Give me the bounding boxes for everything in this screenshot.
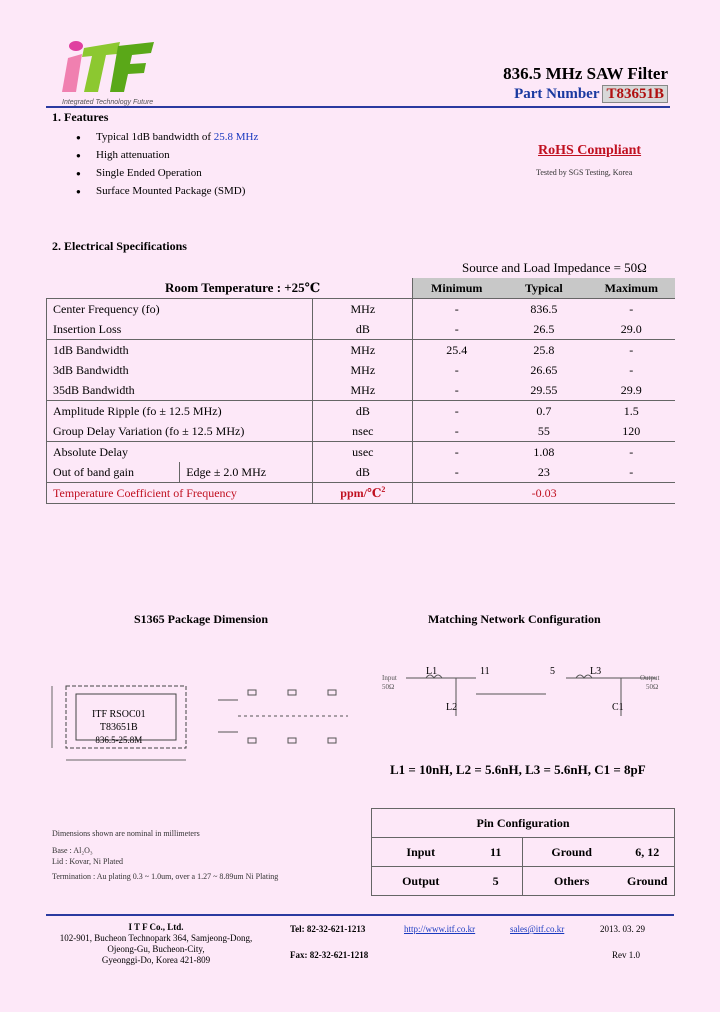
footer-tel: Tel: 82-32-621-1213: [290, 924, 366, 934]
table-row: 35dB Bandwidth MHz - 29.55 29.9: [47, 380, 676, 401]
rohs-tested: Tested by SGS Testing, Korea: [536, 168, 633, 177]
list-item: ● High attenuation: [96, 149, 258, 161]
spec-table: [46, 278, 675, 504]
pin5-label: 5: [550, 666, 555, 677]
package-marking: ITF RSOC01 T83651B 836.5-25.8M: [92, 709, 146, 745]
l1-label: L1: [426, 666, 438, 677]
footer-divider: [46, 914, 674, 916]
table-row: Group Delay Variation (fo ± 12.5 MHz) nsec - 55 120: [47, 421, 676, 442]
itf-logo-mark: [62, 38, 158, 94]
table-row: Insertion Loss dB - 26.5 29.0: [47, 319, 676, 340]
part-number-value: T83651B: [602, 85, 668, 103]
matching-schematic: [376, 656, 676, 732]
footer-date: 2013. 03. 29: [600, 924, 645, 934]
footer-fax: Fax: 82-32-621-1218: [290, 950, 369, 960]
part-number-label: Part Number: [514, 86, 600, 102]
table-row: Amplitude Ripple (fo ± 12.5 MHz) dB - 0.7 1.5: [47, 401, 676, 422]
table-row: Output 5 Others Ground: [372, 867, 675, 896]
input-impedance: 50Ω: [382, 683, 395, 691]
pin-table: [371, 808, 675, 896]
output-impedance: 50Ω: [646, 683, 659, 691]
list-item: ● Single Ended Operation: [96, 167, 258, 179]
package-heading: S1365 Package Dimension: [134, 612, 269, 626]
features-heading: 1. Features: [52, 110, 109, 124]
l3-label: L3: [590, 666, 602, 677]
company-name: I T F Co., Ltd.: [128, 922, 184, 932]
pin11-label: 11: [480, 666, 490, 677]
list-item: ● Surface Mounted Package (SMD): [96, 185, 258, 197]
itf-logo: [62, 38, 158, 106]
col-min: Minimum: [413, 278, 500, 299]
footer-company-block: I T F Co., Ltd. 102-901, Bucheon Technopark 364, Samjeong-Dong, Ojeong-Gu, Bucheon-City, Gyeonggi-Do, Korea 421-809: [52, 922, 260, 966]
list-item: ● Typical 1dB bandwidth of 25.8 MHz: [96, 131, 258, 143]
footer-rev: Rev 1.0: [612, 950, 640, 960]
part-number-line: [514, 86, 668, 103]
table-row: Absolute Delay usec - 1.08 -: [47, 442, 676, 463]
table-row-tcf: Temperature Coefficient of Frequency ppm/℃$^2$ -0.03: [47, 483, 676, 504]
room-temp-header: Room Temperature : +25℃: [165, 280, 321, 295]
email-link[interactable]: sales@itf.co.kr: [510, 924, 565, 934]
website-link[interactable]: http://www.itf.co.kr: [404, 924, 476, 934]
matching-heading: Matching Network Configuration: [428, 612, 601, 626]
impedance-note: Source and Load Impedance = 50Ω: [462, 260, 647, 275]
header-divider: [46, 106, 670, 108]
col-typ: Typical: [500, 278, 587, 299]
rohs-badge: RoHS Compliant: [538, 143, 642, 158]
c1-label: C1: [612, 702, 624, 713]
table-header-row: [47, 278, 676, 299]
l2-label: L2: [446, 702, 458, 713]
spec-heading: 2. Electrical Specifications: [52, 239, 187, 253]
col-max: Maximum: [588, 278, 675, 299]
table-row: 1dB Bandwidth MHz 25.4 25.8 -: [47, 340, 676, 361]
table-row: 3dB Bandwidth MHz - 26.65 -: [47, 360, 676, 380]
features-list: [96, 131, 258, 203]
pin-heading: Pin Configuration: [372, 809, 675, 838]
table-row: Out of band gain Edge ± 2.0 MHz dB - 23 -: [47, 462, 676, 483]
matching-values: L1 = 10nH, L2 = 5.6nH, L3 = 5.6nH, C1 = 8pF: [390, 762, 646, 777]
package-notes: Dimensions shown are nominal in millimeters Base : Al₂O₃ Lid : Kovar, Ni Plated Termination : Au plating 0.3 ~ 1.0um, over a 1.27 ~ 8.89um Ni Plating: [52, 829, 279, 881]
page-title: 836.5 MHz SAW Filter: [503, 64, 668, 83]
output-label: Output: [640, 674, 660, 682]
input-label: Input: [382, 674, 397, 682]
table-row: Input 11 Ground 6, 12: [372, 838, 675, 867]
logo-tagline: Integrated Technology Future: [62, 99, 154, 106]
table-row: Center Frequency (fo) MHz - 836.5 -: [47, 299, 676, 320]
bandwidth-value: 25.8 MHz: [213, 131, 259, 143]
